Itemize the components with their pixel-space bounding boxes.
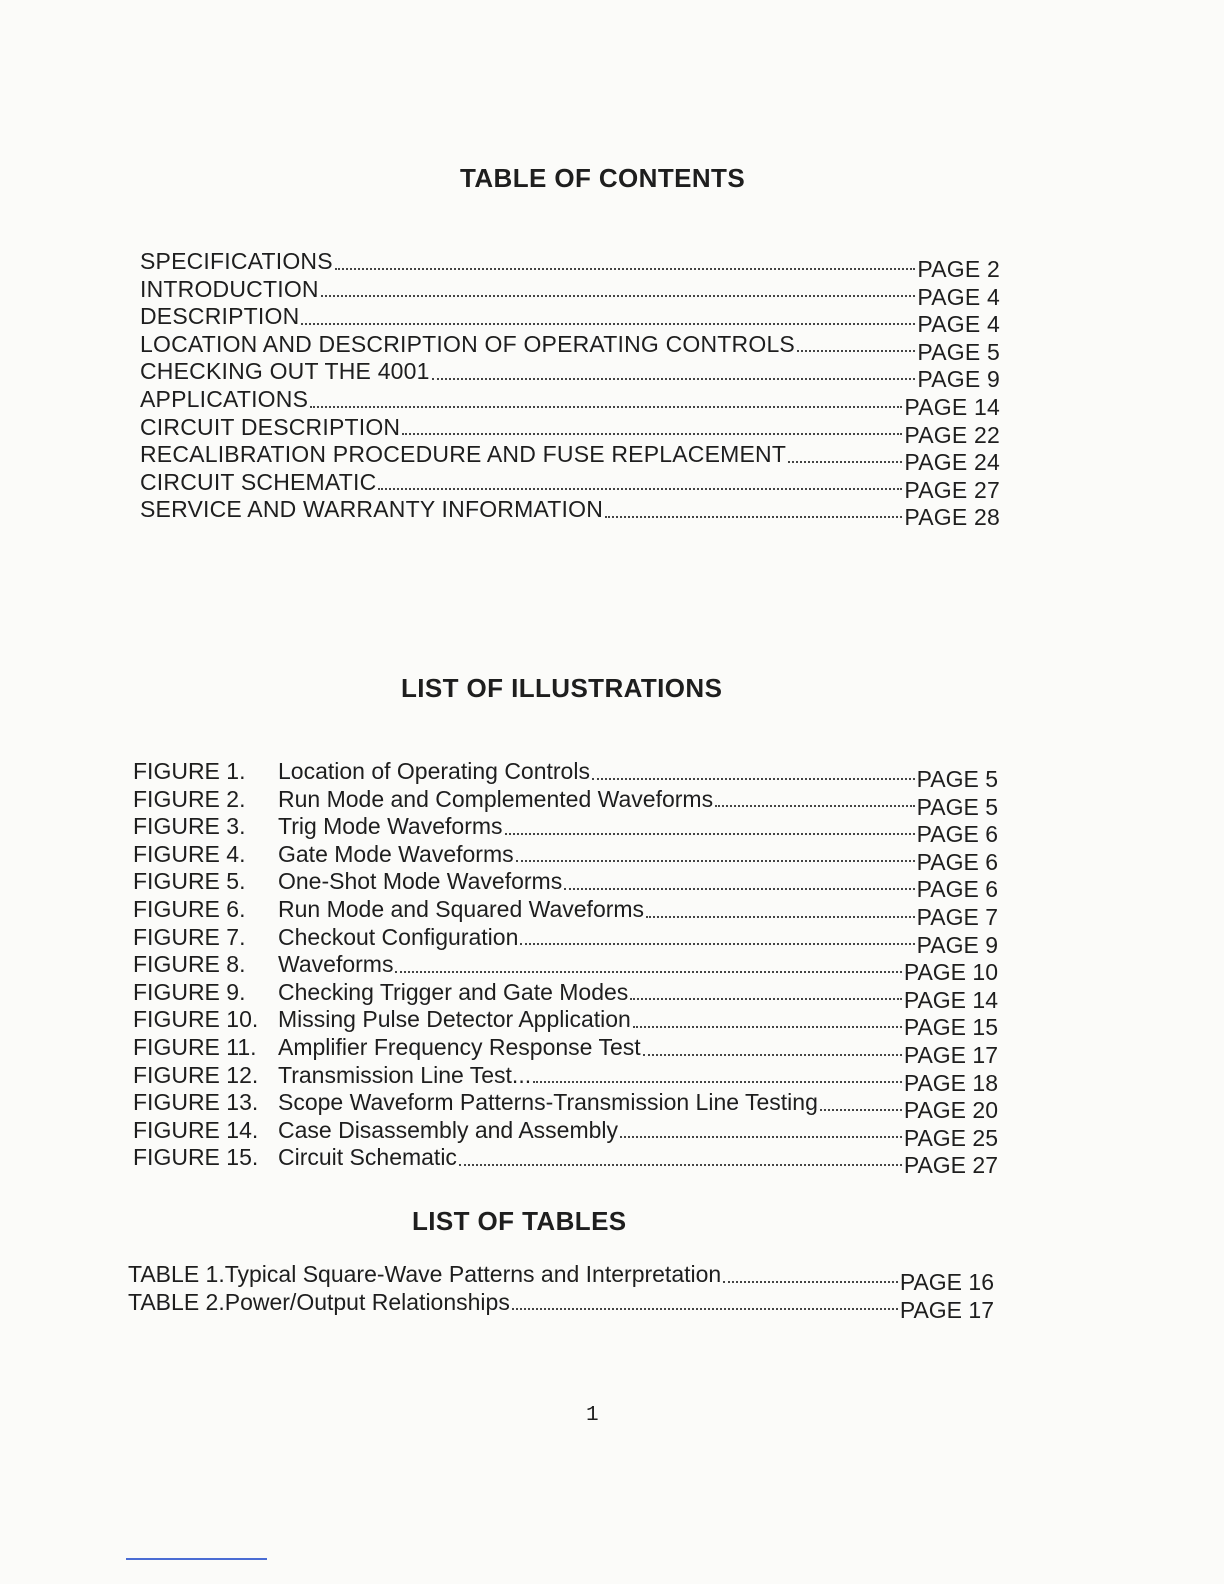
entry-page: PAGE 6 xyxy=(916,876,998,903)
dot-leader xyxy=(321,295,916,297)
entry-title: Checking Trigger and Gate Modes xyxy=(278,978,629,1005)
dot-leader xyxy=(564,888,914,890)
illustration-entry xyxy=(133,785,998,820)
dot-leader xyxy=(633,1026,902,1028)
dot-leader xyxy=(335,268,916,270)
list-of-tables-list xyxy=(128,1261,994,1323)
entry-title: INTRODUCTION xyxy=(140,275,319,302)
toc-entry xyxy=(140,385,1000,420)
dot-leader xyxy=(402,433,902,435)
entry-label: FIGURE 3. xyxy=(133,813,246,840)
entry-page: PAGE 15 xyxy=(903,1014,998,1041)
list-of-illustrations-list xyxy=(133,758,998,1179)
entry-title: Run Mode and Complemented Waveforms xyxy=(278,785,714,812)
entry-label: FIGURE 11. xyxy=(133,1033,257,1060)
entry-page: PAGE 17 xyxy=(903,1041,998,1068)
entry-label: FIGURE 9. xyxy=(133,978,246,1005)
dot-leader xyxy=(533,1081,902,1083)
entry-title: Location of Operating Controls xyxy=(278,758,590,784)
entry-title: Waveforms xyxy=(278,951,394,978)
entry-title: CIRCUIT SCHEMATIC xyxy=(140,468,377,495)
illustration-entry xyxy=(133,895,998,930)
entry-title: Missing Pulse Detector Application xyxy=(278,1006,631,1033)
entry-title: CHECKING OUT THE 4001 xyxy=(140,358,430,385)
entry-label: TABLE 2. xyxy=(128,1288,225,1315)
entry-page: PAGE 9 xyxy=(916,931,998,958)
entry-page: PAGE 25 xyxy=(903,1124,998,1151)
footer-rule xyxy=(126,1558,267,1560)
illustration-entry xyxy=(133,978,998,1013)
entry-title: Typical Square-Wave Patterns and Interpretation xyxy=(224,1261,722,1287)
entry-page: PAGE 5 xyxy=(916,793,998,820)
entry-label: FIGURE 2. xyxy=(133,785,246,812)
entry-label: FIGURE 12. xyxy=(133,1061,259,1088)
entry-title: CIRCUIT DESCRIPTION xyxy=(140,413,401,440)
entry-title: Amplifier Frequency Response Test xyxy=(278,1033,641,1060)
toc-entry xyxy=(140,468,1000,503)
entry-page: PAGE 27 xyxy=(904,476,1000,503)
entry-label: FIGURE 14. xyxy=(133,1116,259,1143)
entry-label: FIGURE 13. xyxy=(133,1089,259,1116)
entry-label: FIGURE 1. xyxy=(133,758,246,784)
entry-page: PAGE 6 xyxy=(916,821,998,848)
entry-title: Gate Mode Waveforms xyxy=(278,840,514,867)
toc-entry xyxy=(140,275,1000,310)
dot-leader xyxy=(605,516,902,518)
dot-leader xyxy=(620,1136,902,1138)
entry-title: Transmission Line Test... xyxy=(278,1061,532,1088)
entry-page: PAGE 20 xyxy=(903,1097,998,1124)
entry-page: PAGE 4 xyxy=(917,311,1000,338)
entry-page: PAGE 14 xyxy=(904,393,1000,420)
entry-title: SPECIFICATIONS xyxy=(140,248,333,274)
illustration-entry xyxy=(133,1116,998,1151)
entry-page: PAGE 22 xyxy=(904,421,1000,448)
illustration-entry xyxy=(133,1089,998,1124)
illustration-entry xyxy=(133,1144,998,1179)
entry-title: Trig Mode Waveforms xyxy=(278,813,503,840)
entry-label: FIGURE 6. xyxy=(133,895,246,922)
entry-page: PAGE 18 xyxy=(903,1069,998,1096)
entry-page: PAGE 27 xyxy=(903,1152,998,1179)
illustration-entry xyxy=(133,1006,998,1041)
toc-entry xyxy=(140,441,1000,476)
dot-leader xyxy=(459,1164,902,1166)
entry-title: RECALIBRATION PROCEDURE AND FUSE REPLACEMENT xyxy=(140,441,787,468)
dot-leader xyxy=(301,323,915,325)
dot-leader xyxy=(512,1308,898,1310)
toc-entry xyxy=(140,496,1000,531)
illustration-entry xyxy=(133,1061,998,1096)
toc-entry xyxy=(140,303,1000,338)
entry-page: PAGE 5 xyxy=(916,766,998,792)
dot-leader xyxy=(643,1054,902,1056)
entry-label: FIGURE 8. xyxy=(133,951,246,978)
entry-page: PAGE 5 xyxy=(917,338,1000,365)
dot-leader xyxy=(520,943,914,945)
entry-title: DESCRIPTION xyxy=(140,303,300,330)
entry-label: FIGURE 10. xyxy=(133,1006,259,1033)
toc-entry xyxy=(140,248,1000,282)
illustration-entry xyxy=(133,758,998,792)
table-of-contents-list xyxy=(140,248,1000,531)
entry-page: PAGE 4 xyxy=(917,283,1000,310)
dot-leader xyxy=(715,805,915,807)
dot-leader xyxy=(395,971,901,973)
entry-title: Power/Output Relationships xyxy=(224,1288,510,1315)
dot-leader xyxy=(797,350,915,352)
entry-title: LOCATION AND DESCRIPTION OF OPERATING CONTROLS xyxy=(140,330,795,357)
list-of-illustrations-heading: LIST OF ILLUSTRATIONS xyxy=(401,673,723,703)
entry-page: PAGE 10 xyxy=(903,959,998,986)
list-of-tables-heading: LIST OF TABLES xyxy=(412,1206,627,1236)
table-entry xyxy=(128,1261,994,1295)
toc-entry xyxy=(140,358,1000,393)
entry-title: SERVICE AND WARRANTY INFORMATION xyxy=(140,496,604,523)
entry-title: Case Disassembly and Assembly xyxy=(278,1116,619,1143)
entry-label: FIGURE 15. xyxy=(133,1144,259,1171)
illustration-entry xyxy=(133,951,998,986)
dot-leader xyxy=(820,1109,902,1111)
dot-leader xyxy=(788,461,902,463)
dot-leader xyxy=(723,1281,898,1283)
illustration-entry xyxy=(133,868,998,903)
toc-entry xyxy=(140,330,1000,365)
dot-leader xyxy=(646,916,915,918)
entry-page: PAGE 7 xyxy=(916,903,998,930)
entry-page: PAGE 9 xyxy=(917,366,1000,393)
dot-leader xyxy=(378,488,902,490)
entry-title: Checkout Configuration xyxy=(278,923,519,950)
entry-page: PAGE 2 xyxy=(917,256,1000,282)
entry-page: PAGE 14 xyxy=(903,986,998,1013)
dot-leader xyxy=(630,998,902,1000)
table-of-contents-heading: TABLE OF CONTENTS xyxy=(460,163,746,193)
dot-leader xyxy=(310,406,902,408)
entry-label: TABLE 1. xyxy=(128,1261,225,1287)
entry-label: FIGURE 5. xyxy=(133,868,246,895)
dot-leader xyxy=(505,833,915,835)
entry-page: PAGE 16 xyxy=(899,1269,994,1295)
table-entry xyxy=(128,1288,994,1323)
entry-title: One-Shot Mode Waveforms xyxy=(278,868,563,895)
toc-entry xyxy=(140,413,1000,448)
entry-page: PAGE 17 xyxy=(899,1296,994,1323)
dot-leader xyxy=(592,778,915,780)
entry-title: APPLICATIONS xyxy=(140,385,309,412)
entry-title: Circuit Schematic xyxy=(278,1144,457,1171)
illustration-entry xyxy=(133,840,998,875)
dot-leader xyxy=(432,378,916,380)
illustration-entry xyxy=(133,813,998,848)
entry-label: FIGURE 4. xyxy=(133,840,246,867)
entry-page: PAGE 24 xyxy=(904,449,1000,476)
illustration-entry xyxy=(133,923,998,958)
illustration-entry xyxy=(133,1033,998,1068)
page-number: 1 xyxy=(586,1404,599,1427)
entry-title: Scope Waveform Patterns-Transmission Line Testing xyxy=(278,1089,818,1116)
entry-label: FIGURE 7. xyxy=(133,923,246,950)
entry-page: PAGE 6 xyxy=(916,848,998,875)
entry-page: PAGE 28 xyxy=(904,504,1000,531)
dot-leader xyxy=(516,860,915,862)
entry-title: Run Mode and Squared Waveforms xyxy=(278,895,645,922)
